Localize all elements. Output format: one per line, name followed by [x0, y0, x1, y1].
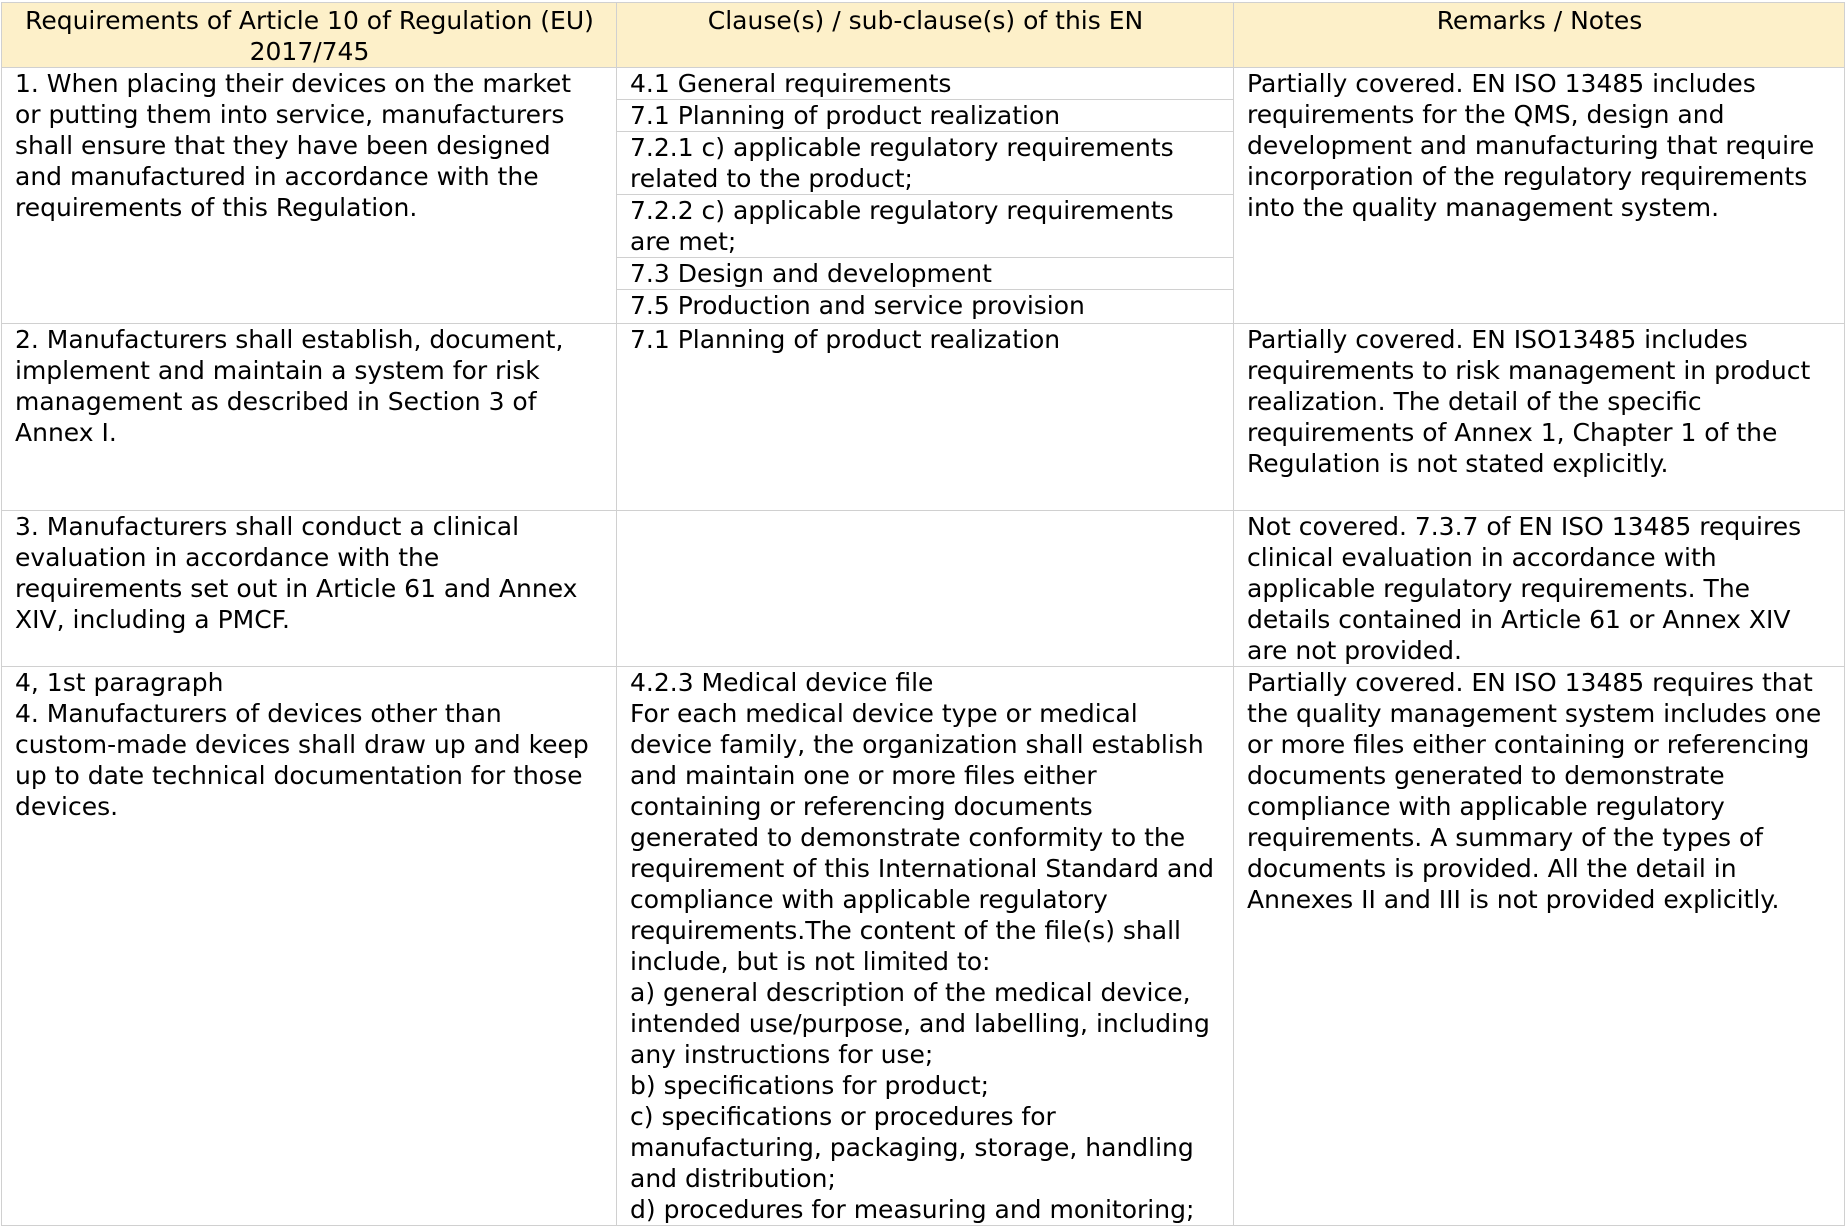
- clause-heading: 4.2.3 Medical device file: [630, 668, 934, 697]
- requirement-cell: 3. Manufacturers shall conduct a clinical evaluation in accordance with the requirements set out in Article 61 and Annex XIV, including a PMCF.: [2, 511, 617, 667]
- clause-body: For each medical device type or medical device family, the organization shall establish and maintain one or more files either containing or referencing documents generated to demonstrate conformity to the requirement of this International Standard and compliance with applicable regulatory requirements.The content of the file(s) shall include, but is not limited to:: [630, 699, 1215, 976]
- clause-cell: 7.1 Planning of product realization: [617, 324, 1234, 511]
- clause-item: 7.3 Design and development: [617, 258, 1233, 290]
- clause-item: 7.1 Planning of product realization: [617, 100, 1233, 132]
- clause-item: 4.1 General requirements: [617, 68, 1233, 100]
- table-header-row: [2, 3, 1845, 68]
- table-row: [2, 667, 1845, 1226]
- table-row: [2, 511, 1845, 667]
- clause-item: 7.2.1 c) applicable regulatory requirements related to the product;: [617, 132, 1233, 195]
- clause-list-item: b) specifications for product;: [630, 1071, 990, 1100]
- requirement-cell: [2, 667, 617, 1226]
- clause-list-item: a) general description of the medical device, intended use/purpose, and labelling, including any instructions for use;: [630, 978, 1210, 1069]
- requirement-heading: 4, 1st paragraph: [15, 668, 224, 697]
- header-requirements: Requirements of Article 10 of Regulation (EU) 2017/745: [2, 3, 617, 68]
- remarks-cell: Partially covered. EN ISO 13485 requires that the quality management system includes one or more files either containing or referencing documents generated to demonstrate compliance with applicable regulatory requirements. A summary of the types of documents is provided. All the detail in Annexes II and III is not provided explicitly.: [1234, 667, 1845, 1226]
- clause-cell: [617, 511, 1234, 667]
- header-remarks: Remarks / Notes: [1234, 3, 1845, 68]
- requirements-table: [1, 2, 1845, 1226]
- table-row: [2, 68, 1845, 324]
- requirement-cell: 2. Manufacturers shall establish, document, implement and maintain a system for risk management as described in Section 3 of Annex I.: [2, 324, 617, 511]
- remarks-cell: Partially covered. EN ISO 13485 includes requirements for the QMS, design and development and manufacturing that require incorporation of the regulatory requirements into the quality management system.: [1234, 68, 1845, 324]
- remarks-cell: Not covered. 7.3.7 of EN ISO 13485 requires clinical evaluation in accordance with applicable regulatory requirements. The details contained in Article 61 or Annex XIV are not provided.: [1234, 511, 1845, 667]
- requirement-text: 4. Manufacturers of devices other than custom-made devices shall draw up and keep up to date technical documentation for those devices.: [15, 699, 589, 821]
- clause-cell: [617, 667, 1234, 1226]
- header-clauses: Clause(s) / sub-clause(s) of this EN: [617, 3, 1234, 68]
- clause-cell: [617, 68, 1234, 324]
- table-row: [2, 324, 1845, 511]
- clause-item: 7.2.2 c) applicable regulatory requirements are met;: [617, 195, 1233, 258]
- requirement-cell: 1. When placing their devices on the market or putting them into service, manufacturers shall ensure that they have been designed and manufactured in accordance with the requirements of this Regulation.: [2, 68, 617, 324]
- clause-list-item: c) specifications or procedures for manufacturing, packaging, storage, handling and distribution;: [630, 1102, 1194, 1193]
- clause-item: 7.5 Production and service provision: [630, 291, 1085, 320]
- clause-list-item: d) procedures for measuring and monitoring;: [630, 1195, 1195, 1224]
- remarks-cell: Partially covered. EN ISO13485 includes requirements to risk management in product realization. The detail of the specific requirements of Annex 1, Chapter 1 of the Regulation is not stated explicitly.: [1234, 324, 1845, 511]
